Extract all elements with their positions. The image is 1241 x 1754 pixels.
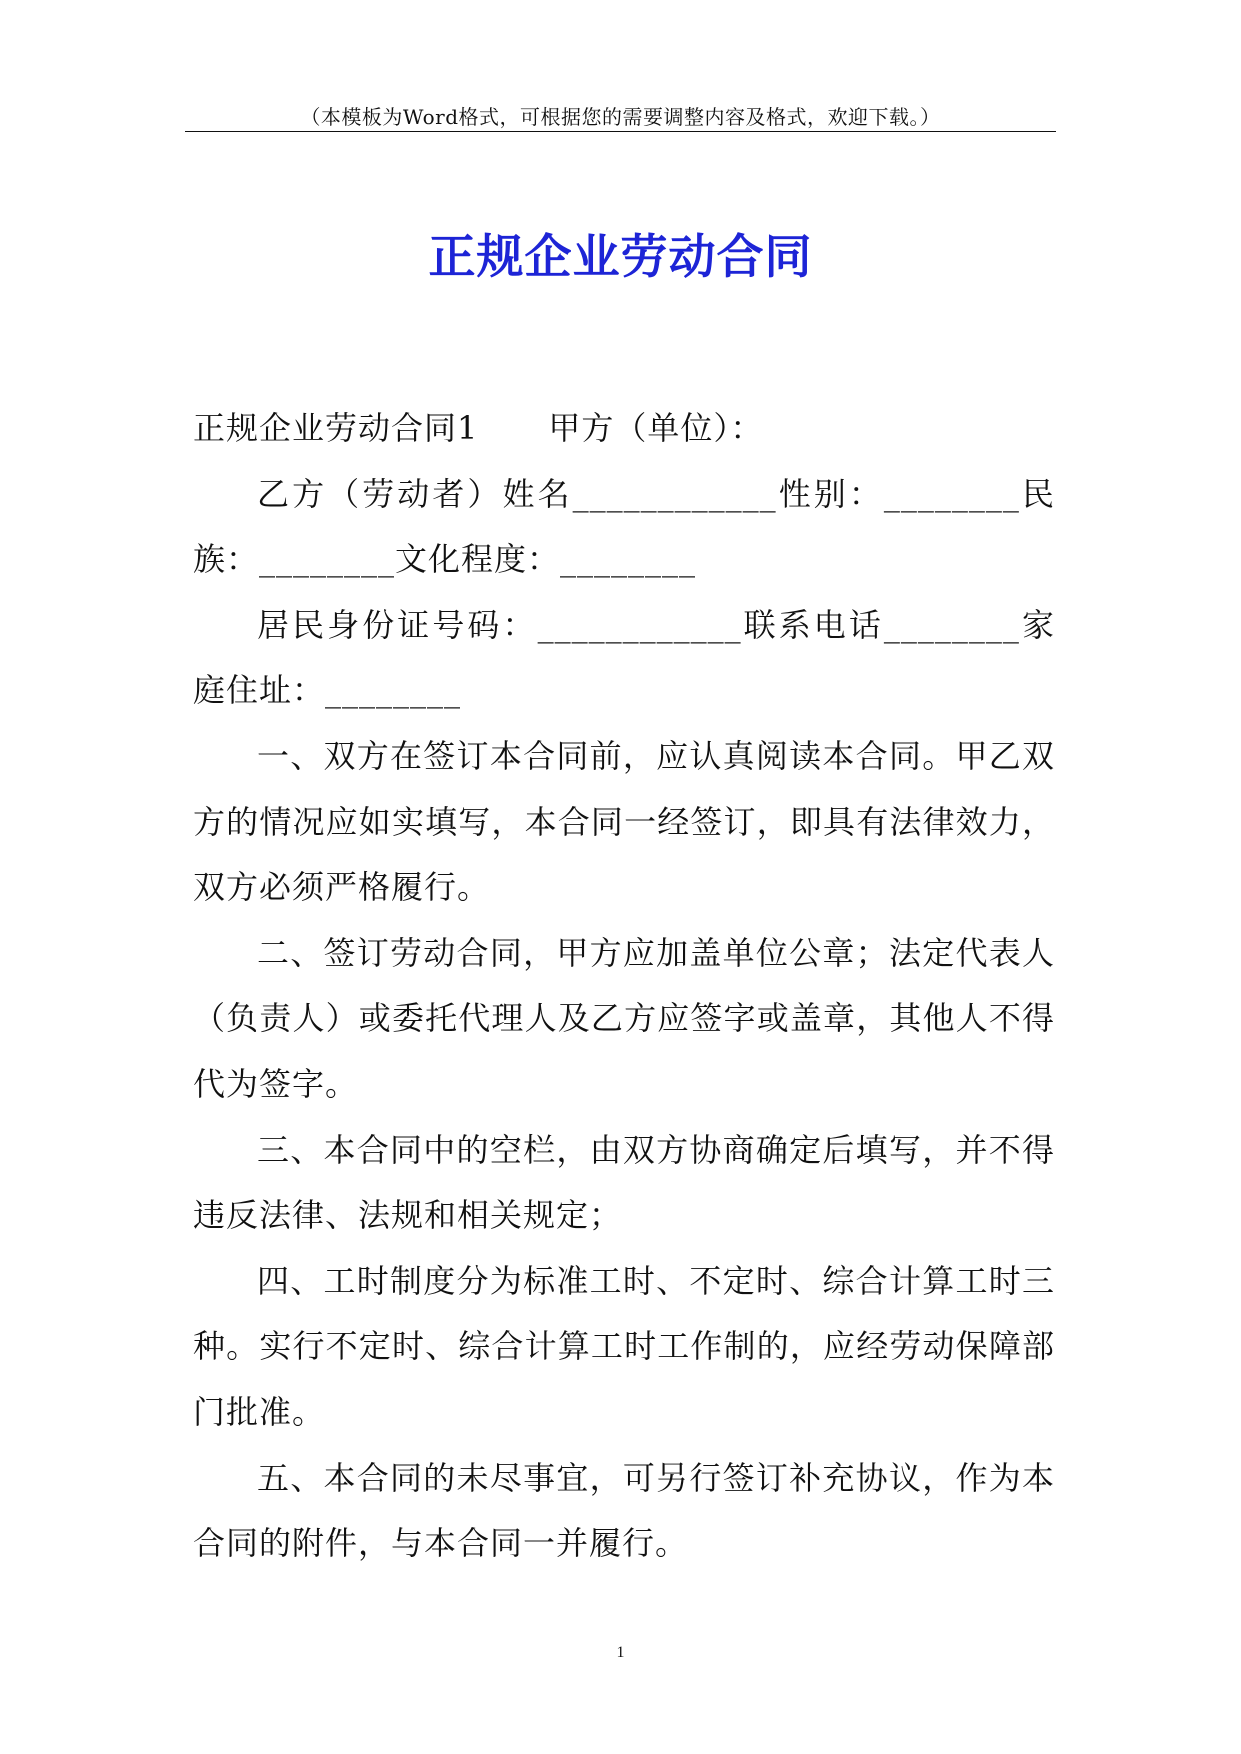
paragraph-clause-1: 一、双方在签订本合同前，应认真阅读本合同。甲乙双方的情况应如实填写，本合同一经签订，即具有法律效力，双方必须严格履行。 [193, 736, 1055, 907]
header-divider [185, 131, 1056, 132]
paragraph-clause-2: 二、签订劳动合同，甲方应加盖单位公章；法定代表人（负责人）或委托代理人及乙方应签字或盖章，其他人不得代为签字。 [193, 933, 1055, 1103]
document-body [193, 396, 1055, 1577]
paragraph-clause-4: 四、工时制度分为标准工时、不定时、综合计算工时三种。实行不定时、综合计算工时工作制的，应经劳动保障部门批准。 [193, 1261, 1055, 1431]
party-a-label: 甲方（单位）： [548, 409, 764, 447]
paragraph-id-contact: 居民身份证号码：____________联系电话________家庭住址：________ [193, 605, 1055, 710]
document-title: 正规企业劳动合同 [428, 230, 813, 285]
page-number: 1 [616, 1644, 625, 1661]
paragraph-party-b-info: 乙方（劳动者）姓名____________性别：________民族：________文化程度：________ [193, 474, 1055, 579]
contract-heading: 正规企业劳动合同1 [193, 409, 479, 447]
paragraph-clause-3: 三、本合同中的空栏，由双方协商确定后填写，并不得违反法律、法规和相关规定； [193, 1130, 1055, 1235]
paragraph-clause-5: 五、本合同的未尽事宜，可另行签订补充协议，作为本合同的附件，与本合同一并履行。 [193, 1458, 1055, 1563]
template-header-note: （本模板为Word格式，可根据您的需要调整内容及格式，欢迎下载。） [300, 105, 941, 129]
contract-heading-line [193, 396, 1055, 462]
